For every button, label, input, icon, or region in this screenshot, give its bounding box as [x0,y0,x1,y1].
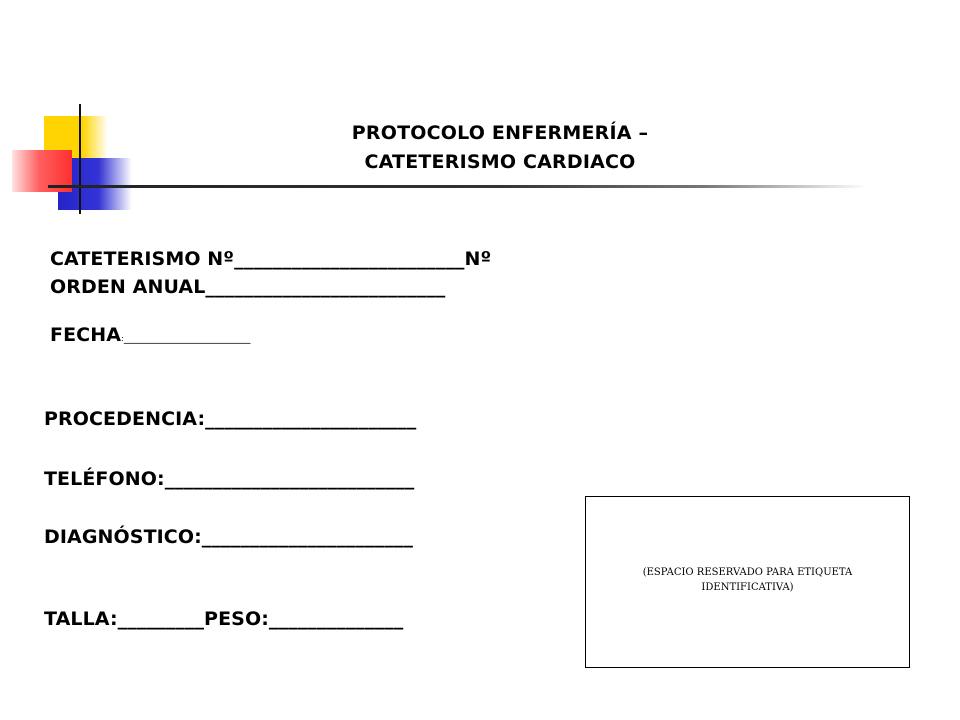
height-weight-field: TALLA:_________PESO:______________ [44,608,404,630]
page-title-line1: PROTOCOLO ENFERMERÍA – [351,122,649,144]
date-colon: : [121,334,124,343]
diagnosis-field: DIAGNÓSTICO:______________________ [44,526,414,548]
phone-field: TELÉFONO:__________________________ [44,468,415,490]
origin-field: PROCEDENCIA:______________________ [44,408,417,430]
decor-vertical-line [79,104,81,214]
date-field [50,320,250,354]
header-divider [48,185,868,188]
identification-label-box [585,496,910,668]
date-label: FECHA [50,324,122,346]
cateterismo-number-field: CATETERISMO Nº________________________Nº [50,248,492,270]
page-title-line2: CATETERISMO CARDIACO [364,151,636,173]
date-underline: _______________________ [123,331,251,344]
annual-order-field: ORDEN ANUAL_________________________ [50,276,446,298]
label-box-text: (ESPACIO RESERVADO PARA ETIQUETA IDENTIFICATIVA) [642,567,853,593]
